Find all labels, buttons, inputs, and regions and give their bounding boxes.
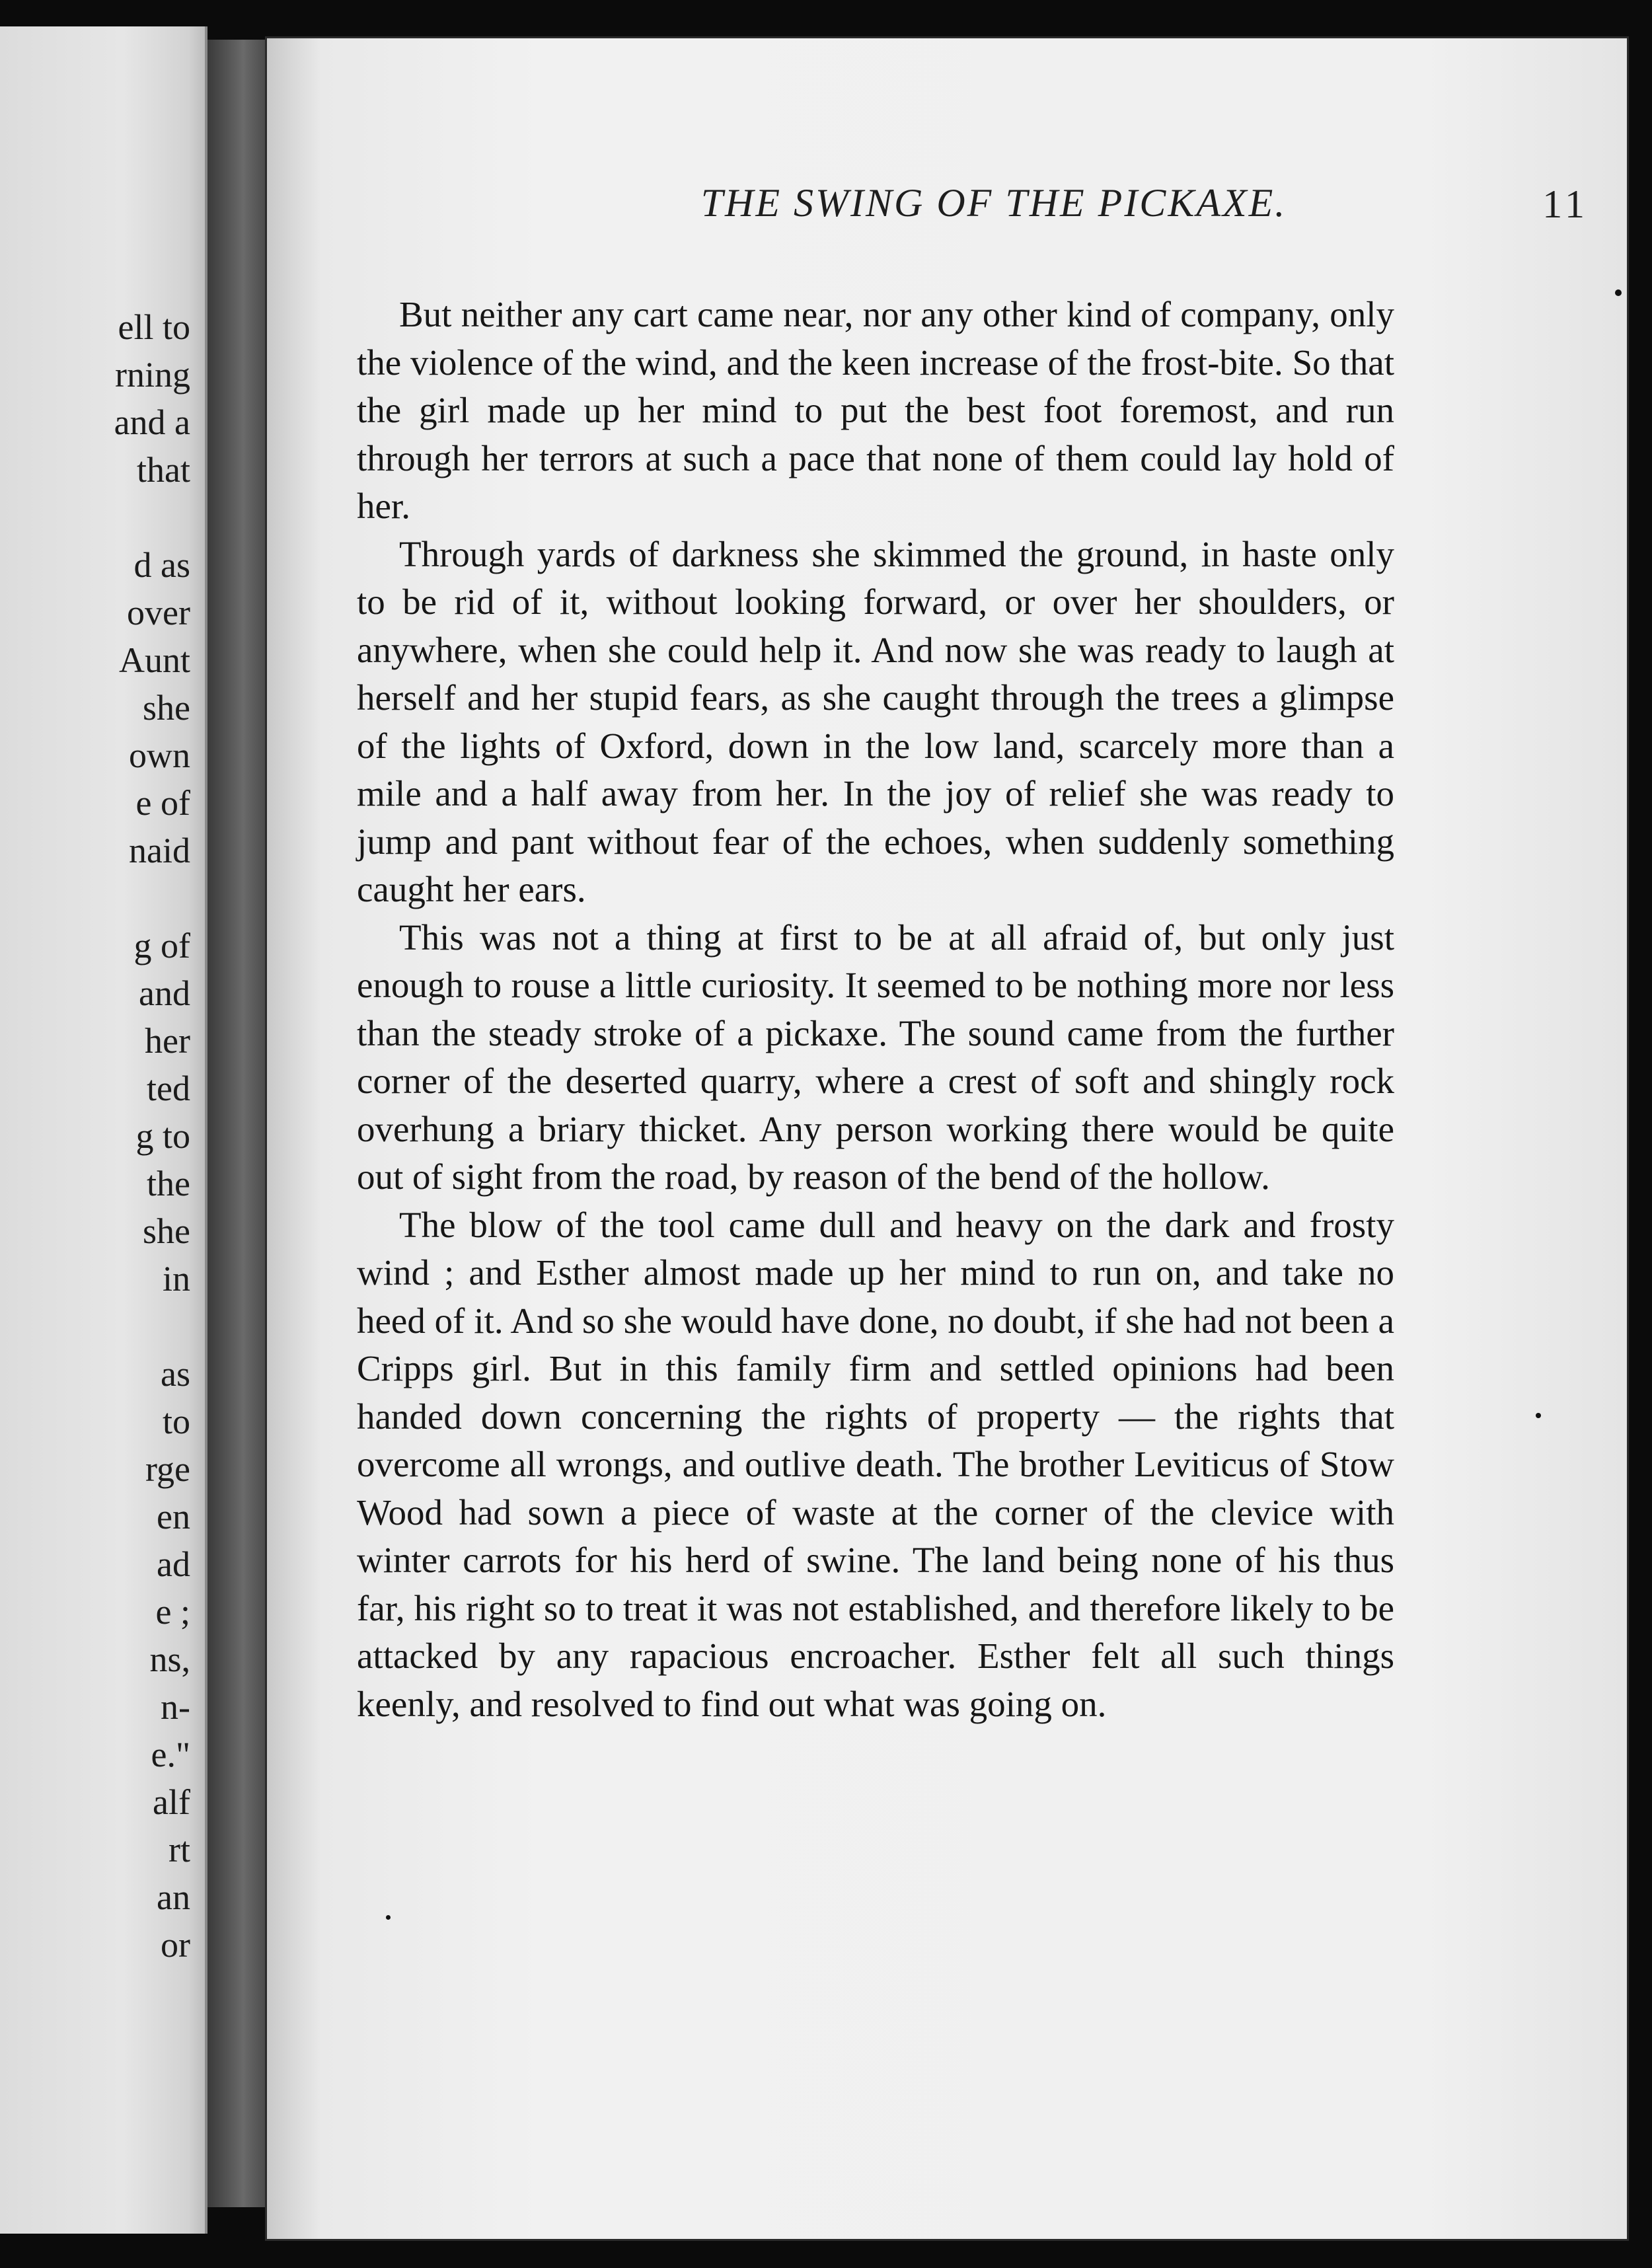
- left-fragment: naid: [129, 831, 190, 870]
- left-fragment: rge: [145, 1449, 190, 1489]
- scan-speck: [386, 1915, 391, 1920]
- left-fragment: e.": [151, 1735, 190, 1774]
- left-page-text-fragments: [0, 26, 205, 2234]
- right-page: [267, 38, 1627, 2239]
- left-fragment: Aunt: [119, 640, 190, 680]
- left-fragment: rt: [169, 1830, 190, 1870]
- book-spine-gutter: [207, 40, 267, 2207]
- left-fragment: ad: [157, 1544, 190, 1584]
- left-fragment: en: [157, 1497, 190, 1536]
- left-fragment: her: [145, 1021, 190, 1061]
- left-facing-page: [0, 26, 207, 2234]
- paragraph-2: Through yards of darkness she skimmed the ground, in haste only to be rid of it, without looking forward, or over her shoulders, or anywhere, when she could help it. And now she was ready to laugh at herself and her stupid fears, as she caught through the trees a glimpse of the lights of Oxford, down in the low land, scarcely more than a mile and a half away from her. In the joy of relief she was ready to jump and pant without fear of the echoes, when suddenly something caught her ears.: [357, 533, 1394, 909]
- left-fragment: the: [147, 1164, 190, 1203]
- left-fragment: n-: [161, 1687, 190, 1727]
- left-fragment: or: [161, 1925, 190, 1965]
- left-fragment: own: [129, 736, 190, 775]
- left-fragment: as: [161, 1354, 190, 1394]
- left-fragment: d as: [133, 545, 190, 585]
- paragraph-1: But neither any cart came near, nor any other kind of company, only the violence of the wind, and the keen increase of the frost-bite. So that the girl made up her mind to put the best foot foremost, and run through her terrors at such a pace that none of them could lay hold of her.: [357, 294, 1394, 526]
- left-fragment: ns,: [149, 1640, 190, 1679]
- left-fragment: and: [139, 973, 190, 1013]
- left-fragment: ted: [147, 1069, 190, 1108]
- left-fragment: alf: [153, 1782, 190, 1822]
- running-head: [505, 180, 1615, 233]
- left-fragment: e ;: [155, 1592, 190, 1632]
- left-fragment: she: [143, 1211, 190, 1251]
- left-fragment: and a: [114, 402, 190, 442]
- paragraph-4: The blow of the tool came dull and heavy on the dark and frosty wind ; and Esther almost made up her mind to run on, and take no heed of it. And so she would have done, no doubt, if she had not been a Cripps girl. But in this family firm and settled opinions had been handed down concerning the rights of property — the rights that overcome all wrongs, and outlive death. The brother Leviticus of Stow Wood had sown a piece of waste at the corner of the clevice with winter carrots for his herd of swine. The land being none of his thus far, his right so to treat it was not established, and therefore likely to be attacked by any rapacious encroacher. Esther felt all such things keenly, and resolved to find out what was going on.: [357, 1204, 1394, 1724]
- left-fragment: over: [127, 593, 190, 632]
- left-fragment: an: [157, 1877, 190, 1917]
- paragraph-3: This was not a thing at first to be at all afraid of, but only just enough to rouse a little curiosity. It seemed to be nothing more nor less than the steady stroke of a pickaxe. The sound came from the further corner of the deserted quarry, where a crest of soft and shingly rock overhung a briary thicket. Any person working there would be quite out of sight from the road, by reason of the bend of the hollow.: [357, 917, 1394, 1197]
- left-fragment: g of: [133, 926, 190, 965]
- left-fragment: e of: [135, 783, 190, 823]
- left-fragment: she: [143, 688, 190, 728]
- scan-speck: [1536, 1413, 1541, 1418]
- body-text: [357, 291, 1394, 1728]
- running-head-title: THE SWING OF THE PICKAXE.: [700, 181, 1287, 225]
- left-fragment: rning: [115, 355, 190, 395]
- page-number: 11: [1542, 182, 1589, 226]
- left-fragment: in: [162, 1259, 190, 1299]
- left-fragment: that: [137, 450, 190, 490]
- left-fragment: to: [162, 1402, 190, 1441]
- left-fragment: g to: [135, 1116, 190, 1156]
- left-fragment: ell to: [118, 307, 190, 347]
- scan-speck: [1615, 289, 1622, 296]
